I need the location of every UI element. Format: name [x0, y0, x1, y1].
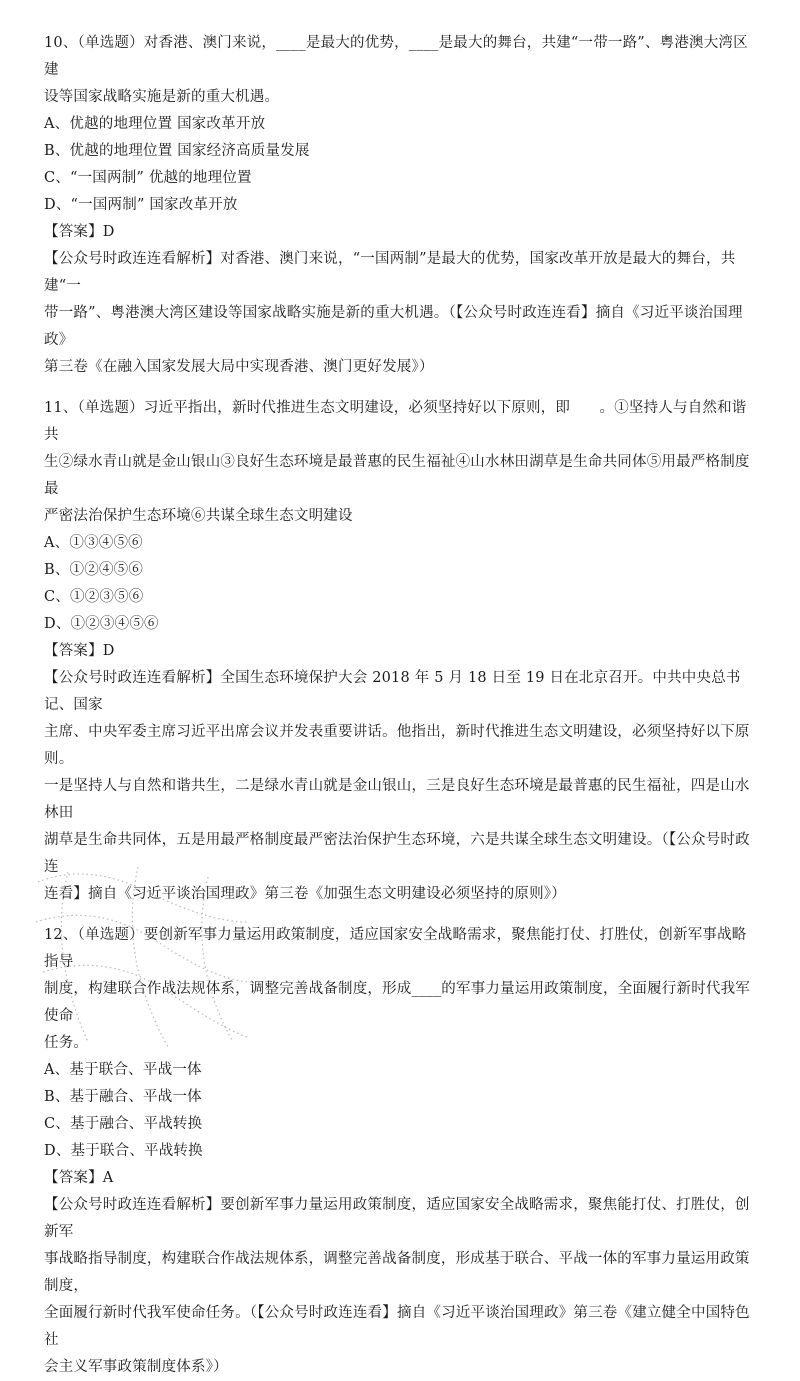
- question-12: [44, 922, 756, 1381]
- option-b: B、基于融合、平战一体: [44, 1089, 202, 1105]
- analysis-line: 连看】摘自《习近平谈治国理政》第三卷《加强生态文明建设必须坚持的原则》）: [44, 886, 566, 902]
- option-c: C、“一国两制” 优越的地理位置: [44, 170, 252, 186]
- question-stem-line: 制度，构建联合作战法规体系，调整完善战备制度，形成____的军事力量运用政策制度，全面履行新时代我军使命: [44, 981, 750, 1024]
- option-b: B、优越的地理位置 国家经济高质量发展: [44, 143, 310, 159]
- answer-line: 【答案】D: [44, 224, 115, 240]
- option-a: A、①③④⑤⑥: [44, 535, 143, 551]
- option-b: B、①②④⑤⑥: [44, 562, 144, 578]
- option-c: C、基于融合、平战转换: [44, 1116, 203, 1132]
- question-stem-line: 11、（单选题）习近平指出，新时代推进生态文明建设，必须坚持好以下原则，即 。①坚持人与自然和谐共: [44, 400, 747, 443]
- option-d: D、①②③④⑤⑥: [44, 616, 159, 632]
- document-page: [44, 30, 756, 1381]
- analysis-line: 第三卷《在融入国家发展大局中实现香港、澳门更好发展》）: [44, 359, 434, 375]
- option-a: A、基于联合、平战一体: [44, 1062, 202, 1078]
- option-c: C、①②③⑤⑥: [44, 589, 144, 605]
- question-stem-line: 任务。: [44, 1035, 89, 1051]
- option-d: D、“一国两制” 国家改革开放: [44, 197, 238, 213]
- analysis-line: 【公众号时政连连看解析】全国生态环境保护大会 2018 年 5 月 18 日至 19 日在北京召开。中共中央总书记、国家: [44, 670, 741, 713]
- analysis-line: 主席、中央军委主席习近平出席会议并发表重要讲话。他指出，新时代推进生态文明建设，必须坚持好以下原则。: [44, 724, 750, 767]
- question-stem-line: 生②绿水青山就是金山银山③良好生态环境是最普惠的民生福祉④山水林田湖草是生命共同体⑤用最严格制度最: [44, 454, 750, 497]
- question-11: [44, 395, 756, 908]
- question-stem-line: 严密法治保护生态环境⑥共谋全球生态文明建设: [44, 508, 353, 524]
- analysis-line: 事战略指导制度，构建联合作战法规体系，调整完善战备制度，形成基于联合、平战一体的军事力量运用政策制度，: [44, 1251, 750, 1294]
- analysis-line: 带一路”、粤港澳大湾区建设等国家战略实施是新的重大机遇。（【公众号时政连连看】摘自《习近平谈治国理政》: [44, 305, 743, 348]
- option-d: D、基于联合、平战转换: [44, 1143, 203, 1159]
- analysis-line: 一是坚持人与自然和谐共生，二是绿水青山就是金山银山，三是良好生态环境是最普惠的民生福祉，四是山水林田: [44, 778, 750, 821]
- option-a: A、优越的地理位置 国家改革开放: [44, 116, 266, 132]
- answer-line: 【答案】D: [44, 643, 115, 659]
- analysis-line: 会主义军事政策制度体系》）: [44, 1359, 228, 1375]
- answer-line: 【答案】A: [44, 1170, 114, 1186]
- analysis-line: 【公众号时政连连看解析】对香港、澳门来说，“一国两制”是最大的优势，国家改革开放是最大的舞台，共建“一: [44, 251, 736, 294]
- analysis-line: 全面履行新时代我军使命任务。（【公众号时政连连看】摘自《习近平谈治国理政》第三卷《建立健全中国特色社: [44, 1305, 750, 1348]
- question-stem-line: 12、（单选题）要创新军事力量运用政策制度，适应国家安全战略需求，聚焦能打仗、打胜仗，创新军事战略指导: [44, 927, 747, 970]
- question-stem-line: 10、（单选题）对香港、澳门来说，____是最大的优势，____是最大的舞台，共建“一带一路”、粤港澳大湾区建: [44, 35, 748, 78]
- analysis-line: 【公众号时政连连看解析】要创新军事力量运用政策制度，适应国家安全战略需求，聚焦能打仗、打胜仗，创新军: [44, 1197, 750, 1240]
- question-10: [44, 30, 756, 381]
- question-stem-line: 设等国家战略实施是新的重大机遇。: [44, 89, 280, 105]
- analysis-line: 湖草是生命共同体，五是用最严格制度最严密法治保护生态环境，六是共谋全球生态文明建设。（【公众号时政连: [44, 832, 750, 875]
